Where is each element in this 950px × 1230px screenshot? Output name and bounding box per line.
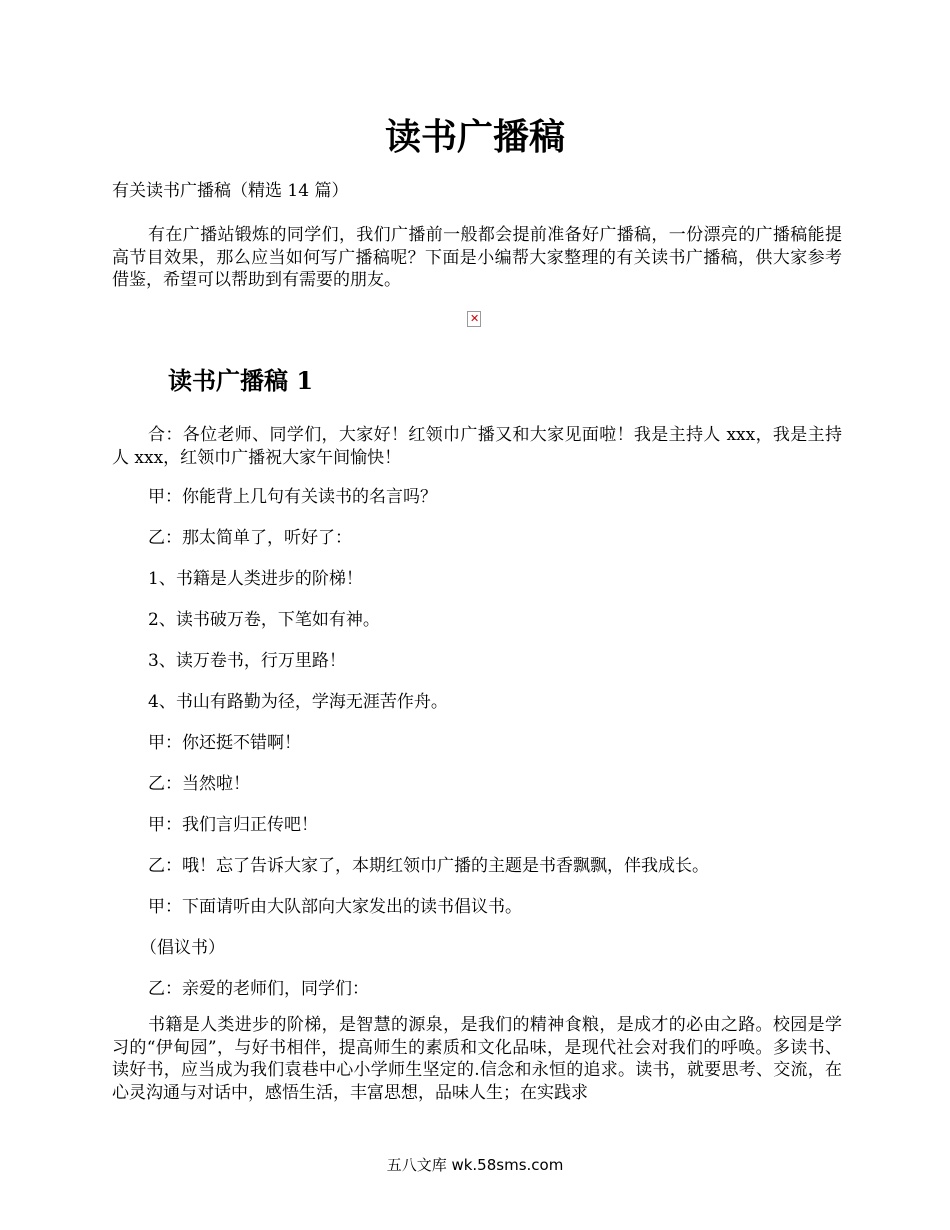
footer-watermark: 五八文库 wk.58sms.com — [386, 1156, 564, 1174]
dialogue-line: 甲：下面请听由大队部向大家发出的读书倡议书。 — [148, 897, 522, 917]
section-heading: 读书广播稿 1 — [168, 366, 314, 395]
quote-line: 1、书籍是人类进步的阶梯！ — [148, 569, 363, 589]
dialogue-line: 乙：亲爱的老师们，同学们： — [148, 979, 369, 999]
document-subtitle: 有关读书广播稿（精选 14 篇） — [112, 181, 349, 201]
intro-paragraph: 有在广播站锻炼的同学们，我们广播前一般都会提前准备好广播稿，一份漂亮的广播稿能提高节目效果，那么应当如何写广播稿呢？下面是小编帮大家整理的有关读书广播稿，供大家参考借鉴，希望可以帮助到有需要的朋友。 — [112, 225, 842, 290]
proposal-paragraph: 书籍是人类进步的阶梯，是智慧的源泉，是我们的精神食粮，是成才的必由之路。校园是学习的“伊甸园”，与好书相伴，提高师生的素质和文化品味，是现代社会对我们的呼唤。多读书、读好书，应当成为我们袁巷中心小学师生坚定的.信念和永恒的追求。读书，就要思考、交流，在心灵沟通与对话中，感悟生活，丰富思想，品味人生；在实践求 — [112, 1015, 842, 1103]
broken-image-icon: ✕ — [467, 311, 481, 327]
document-title: 读书广播稿 — [384, 116, 565, 158]
dialogue-line: 乙：那太简单了，听好了： — [148, 528, 352, 548]
proposal-label: （倡议书） — [140, 938, 225, 958]
dialogue-line: 乙：哦！忘了告诉大家了，本期红领巾广播的主题是书香飘飘，伴我成长。 — [148, 856, 709, 876]
dialogue-line: 甲：你还挺不错啊！ — [148, 733, 301, 753]
opening-paragraph: 合：各位老师、同学们，大家好！红领巾广播又和大家见面啦！我是主持人 xxx，我是主持人 xxx，红领巾广播祝大家午间愉快！ — [112, 425, 842, 468]
dialogue-line: 乙：当然啦！ — [148, 774, 250, 794]
quote-line: 2、读书破万卷，下笔如有神。 — [148, 610, 380, 630]
dialogue-line: 甲：你能背上几句有关读书的名言吗？ — [148, 487, 437, 507]
quote-line: 3、读万卷书，行万里路！ — [148, 651, 346, 671]
dialogue-line: 甲：我们言归正传吧！ — [148, 815, 318, 835]
quote-line: 4、书山有路勤为径，学海无涯苦作舟。 — [148, 692, 448, 712]
